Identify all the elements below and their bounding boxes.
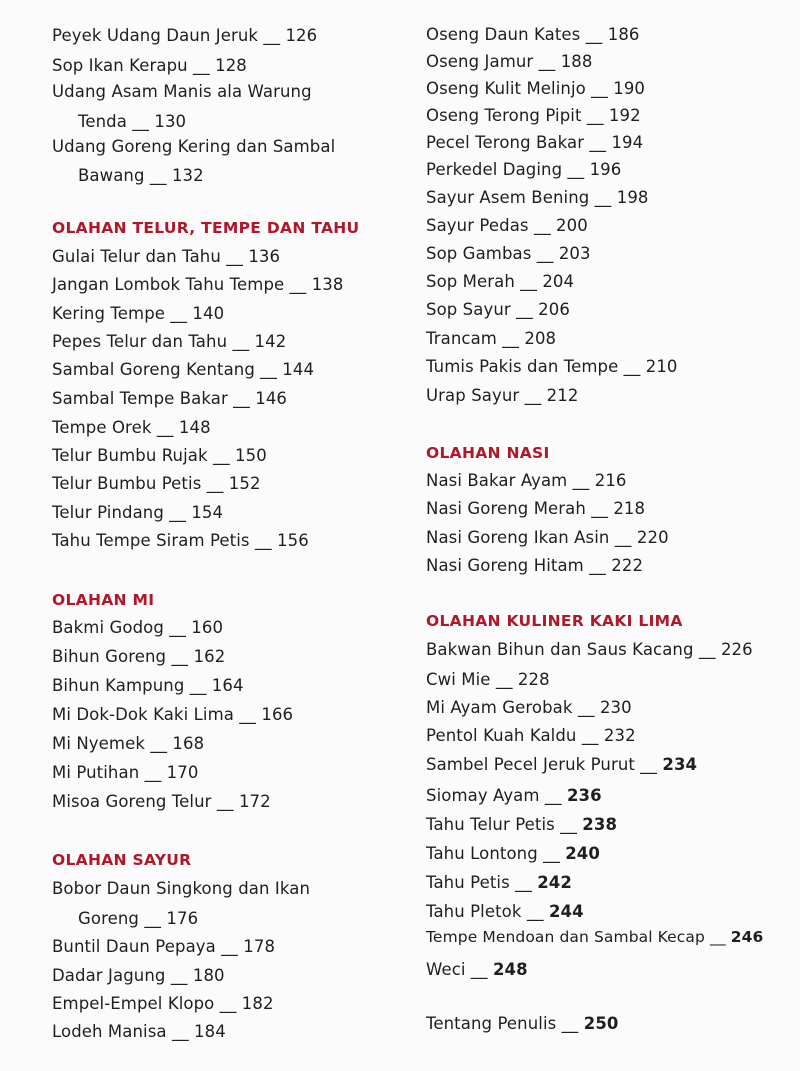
- toc-entry: [426, 640, 753, 660]
- toc-entry: Tempe Orek __ 148: [52, 418, 211, 437]
- toc-entry: Goreng __ 176: [78, 909, 199, 928]
- section-heading-kaki-lima: OLAHAN KULINER KAKI LIMA: [426, 612, 683, 630]
- page-number: 244: [548, 902, 584, 921]
- toc-entry: Bakmi Godog __ 160: [52, 618, 224, 637]
- toc-entry: Oseng Kulit Melinjo __ 190: [426, 79, 646, 98]
- entry-title: Tahu Petis __: [426, 873, 532, 892]
- page-number: 232: [603, 726, 636, 745]
- section-heading-nasi: OLAHAN NASI: [426, 444, 550, 462]
- toc-entry: Sambal Tempe Bakar __ 146: [52, 389, 288, 408]
- toc-entry: [426, 786, 602, 806]
- toc-entry: [426, 960, 528, 980]
- toc-entry: Dadar Jagung __ 180: [52, 966, 225, 985]
- toc-entry: Pepes Telur dan Tahu __ 142: [52, 332, 287, 351]
- toc-entry: Sop Sayur __ 206: [426, 300, 570, 319]
- toc-entry: [426, 902, 584, 922]
- toc-entry: Bihun Goreng __ 162: [52, 647, 226, 666]
- entry-title: Siomay Ayam __: [426, 786, 562, 805]
- toc-entry: Empel-Empel Klopo __ 182: [52, 994, 274, 1013]
- toc-entry: Bawang __ 132: [78, 166, 204, 185]
- page-number: 234: [662, 755, 698, 774]
- toc-entry: Telur Bumbu Petis __ 152: [52, 474, 261, 493]
- entry-title: Tahu Telur Petis __: [426, 815, 577, 834]
- toc-entry: Telur Bumbu Rujak __ 150: [52, 446, 267, 465]
- page-number: 248: [492, 960, 528, 979]
- toc-entry: Sop Merah __ 204: [426, 272, 575, 291]
- toc-entry: Lodeh Manisa __ 184: [52, 1022, 226, 1041]
- toc-entry: Oseng Jamur __ 188: [426, 52, 593, 71]
- toc-entry: Tumis Pakis dan Tempe __ 210: [426, 357, 678, 376]
- toc-entry: Nasi Goreng Merah __ 218: [426, 499, 646, 518]
- entry-title: Bakwan Bihun dan Saus Kacang __: [426, 640, 716, 659]
- toc-entry: Mi Putihan __ 170: [52, 763, 199, 782]
- toc-entry: Buntil Daun Pepaya __ 178: [52, 937, 276, 956]
- toc-entry: [426, 873, 572, 893]
- toc-entry: [426, 815, 617, 835]
- entry-title: Tempe Mendoan dan Sambal Kecap __: [426, 928, 726, 946]
- toc-entry: Nasi Bakar Ayam __ 216: [426, 471, 627, 490]
- toc-entry: Udang Asam Manis ala Warung: [52, 82, 312, 101]
- toc-entry: Misoa Goreng Telur __ 172: [52, 792, 271, 811]
- toc-entry: Oseng Terong Pipit __ 192: [426, 106, 641, 125]
- toc-entry-penulis: [426, 1014, 619, 1034]
- page-number: 242: [537, 873, 572, 892]
- toc-entry: [426, 755, 697, 775]
- toc-entry: Bobor Daun Singkong dan Ikan: [52, 879, 311, 898]
- toc-entry: [426, 927, 763, 947]
- toc-entry: Jangan Lombok Tahu Tempe __ 138: [52, 275, 344, 294]
- entry-title: Sambel Pecel Jeruk Purut __: [426, 755, 658, 774]
- toc-entry: Mi Dok-Dok Kaki Lima __ 166: [52, 705, 294, 724]
- toc-entry: [426, 698, 632, 718]
- toc-entry: Bihun Kampung __ 164: [52, 676, 244, 695]
- page-number: 240: [565, 844, 600, 863]
- toc-entry: Sop Gambas __ 203: [426, 244, 591, 263]
- toc-entry: Sayur Asem Bening __ 198: [426, 188, 649, 207]
- toc-entry: Pecel Terong Bakar __ 194: [426, 133, 644, 152]
- toc-entry: Trancam __ 208: [426, 329, 557, 348]
- toc-entry: Peyek Udang Daun Jeruk __ 126: [52, 26, 318, 45]
- page-number: 236: [566, 786, 602, 805]
- toc-entry: Oseng Daun Kates __ 186: [426, 25, 640, 44]
- toc-entry: Sambal Goreng Kentang __ 144: [52, 360, 315, 379]
- page-number: 246: [730, 928, 764, 946]
- page-number: 238: [582, 815, 618, 834]
- toc-entry: Sop Ikan Kerapu __ 128: [52, 56, 247, 75]
- toc-entry: Nasi Goreng Ikan Asin __ 220: [426, 528, 669, 547]
- toc-entry: Sayur Pedas __ 200: [426, 216, 588, 235]
- entry-title: Tahu Pletok __: [426, 902, 544, 921]
- entry-title: Pentol Kuah Kaldu __: [426, 726, 599, 745]
- toc-entry: Tenda __ 130: [78, 112, 187, 131]
- toc-entry: Gulai Telur dan Tahu __ 136: [52, 247, 281, 266]
- toc-entry: [426, 844, 600, 864]
- entry-title: Mi Ayam Gerobak __: [426, 698, 595, 717]
- toc-entry: Kering Tempe __ 140: [52, 304, 225, 323]
- toc-entry: Mi Nyemek __ 168: [52, 734, 205, 753]
- entry-title: Weci __: [426, 960, 488, 979]
- page-number: 228: [517, 670, 550, 689]
- toc-entry: Udang Goreng Kering dan Sambal: [52, 137, 336, 156]
- section-heading-telur: OLAHAN TELUR, TEMPE DAN TAHU: [52, 219, 360, 237]
- toc-entry: [426, 670, 550, 690]
- entry-title: Tahu Lontong __: [426, 844, 560, 863]
- toc-entry: Tahu Tempe Siram Petis __ 156: [52, 531, 309, 550]
- section-heading-sayur: OLAHAN SAYUR: [52, 851, 192, 869]
- toc-entry: Urap Sayur __ 212: [426, 386, 579, 405]
- page-number: 230: [599, 698, 632, 717]
- page-number: 226: [720, 640, 753, 659]
- toc-entry: [426, 726, 636, 746]
- page-number: 250: [583, 1014, 619, 1033]
- toc-entry: Nasi Goreng Hitam __ 222: [426, 556, 644, 575]
- section-heading-mi: OLAHAN MI: [52, 591, 155, 609]
- toc-entry: Perkedel Daging __ 196: [426, 160, 622, 179]
- entry-title: Cwi Mie __: [426, 670, 513, 689]
- entry-title: Tentang Penulis __: [426, 1014, 579, 1033]
- toc-entry: Telur Pindang __ 154: [52, 503, 224, 522]
